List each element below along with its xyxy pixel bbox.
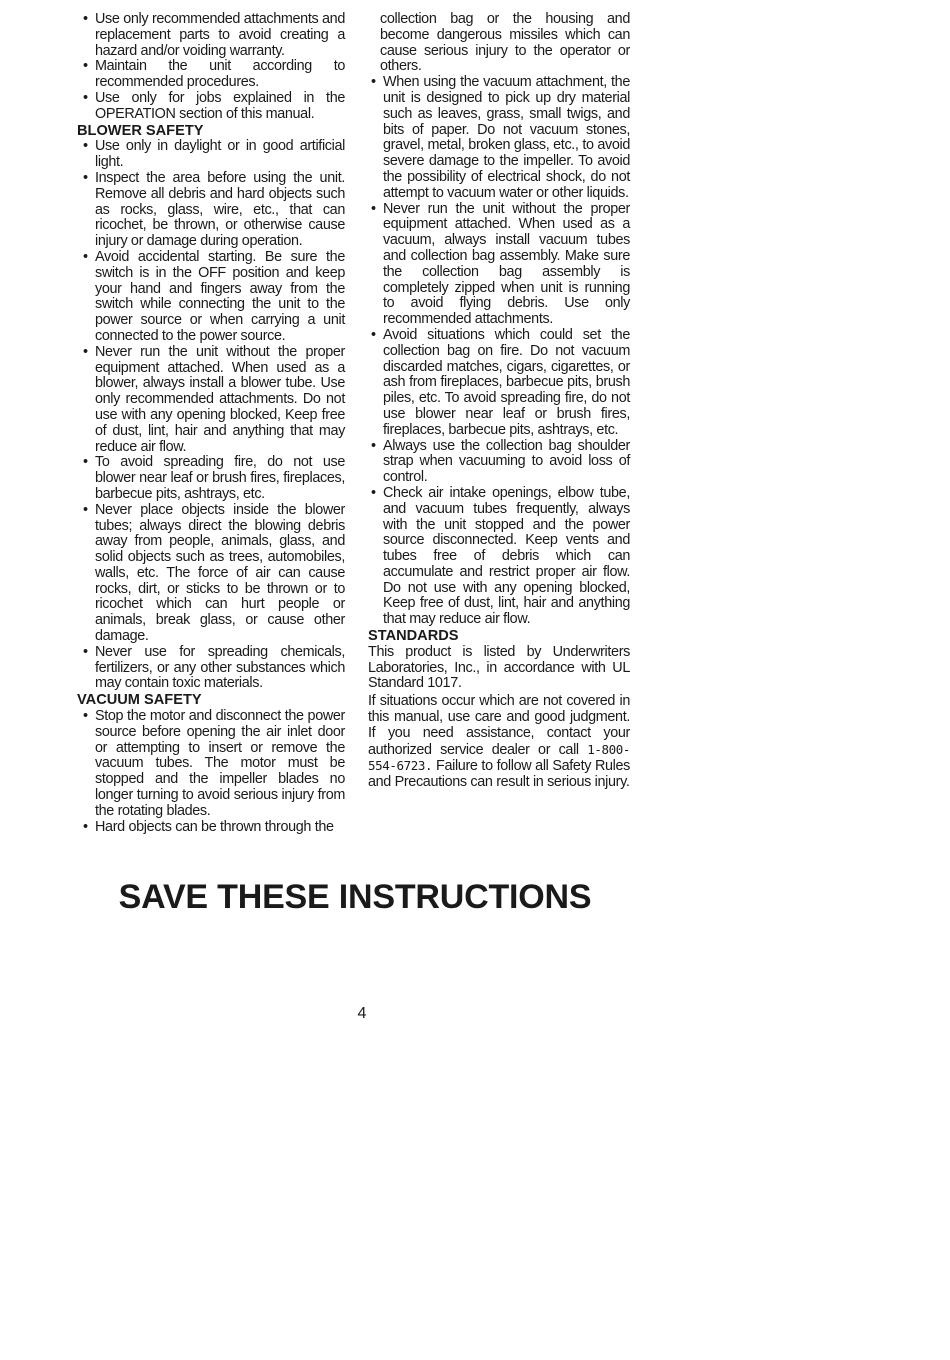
list-item: • Inspect the area before using the unit. Remove all debris and hard objects such as rocks, glass, wire, etc., that can ricochet, be thrown, or otherwise cause injury or damage during operation. — [80, 171, 345, 250]
intro-bullet-list — [80, 12, 345, 123]
list-item: • Check air intake openings, elbow tube, and vacuum tubes frequently, always with the unit stopped and the power source disconnected. Keep vents and tubes free of debris which can accumulate and restrict proper air flow. Do not use with any opening blocked, Keep free of dust, lint, hair and anything that may reduce air flow. — [368, 486, 630, 628]
blower-safety-heading: BLOWER SAFETY — [77, 122, 204, 139]
page-number: 4 — [357, 1005, 367, 1022]
list-item: • Stop the motor and disconnect the power source before opening the air inlet door or attempting to insert or remove the vacuum tubes. The motor must be stopped and the impeller blades no longer turning to avoid serious injury from the rotating blades. — [80, 709, 345, 820]
list-item: • To avoid spreading fire, do not use blower near leaf or brush fires, fireplaces, barbecue pits, ashtrays, etc. — [80, 455, 345, 502]
standards-heading: STANDARDS — [368, 628, 459, 645]
list-item: • Never use for spreading chemicals, fertilizers, or any other substances which may contain toxic materials. — [80, 645, 345, 692]
list-item: • Never run the unit without the proper equipment attached. When used as a blower, always install a blower tube. Use only recommended attachments. Do not use with any opening blocked, Keep free of dust, lint, hair and anything that may reduce air flow. — [80, 345, 345, 456]
list-item: • When using the vacuum attachment, the unit is designed to pick up dry material such as leaves, grass, small twigs, and bits of paper. Do not vacuum stones, gravel, metal, broken glass, etc., to avoid severe damage to the impeller. To avoid the possibility of electrical shock, do not attempt to vacuum water or other liquids. — [368, 75, 630, 201]
left-column — [77, 11, 345, 835]
list-item: • Never place objects inside the blower tubes; always direct the blowing debris away from people, animals, glass, and solid objects such as trees, automobiles, walls, etc. The force of air can cause rocks, dirt, or sticks to be thrown or to ricochet which can hurt people or animals, break glass, or cause other damage. — [80, 503, 345, 645]
assistance-text-end: Failure to follow all Safety Rules and Precautions can result in serious injury. — [368, 758, 630, 791]
blower-bullet-list — [80, 139, 345, 692]
assistance-paragraph — [368, 694, 630, 791]
standards-paragraph: This product is listed by Underwriters Laboratories, Inc., in accordance with UL Standard 1017. — [368, 643, 630, 692]
vacuum-safety-heading: VACUUM SAFETY — [77, 692, 202, 709]
list-item: • Avoid situations which could set the collection bag on fire. Do not vacuum discarded matches, cigars, cigarettes, or ash from fireplaces, barbecue pits, brush piles, etc. To avoid spreading fire, do not use blower near leaf or brush fires, fireplaces, barbecue pits, ashtrays, etc. — [368, 328, 630, 439]
list-item: • Avoid accidental starting. Be sure the switch is in the OFF position and keep your hand and fingers away from the switch while connecting the unit to the power source or when carrying a unit connected to the power source. — [80, 250, 345, 345]
list-item: • Always use the collection bag shoulder strap when vacuuming to avoid loss of control. — [368, 439, 630, 486]
list-item: • Hard objects can be thrown through the — [80, 820, 345, 836]
phone-number: 1-800-554-6723. — [368, 741, 630, 774]
list-item: • Use only in daylight or in good artificial light. — [80, 139, 345, 171]
list-item: • Never run the unit without the proper equipment attached. When used as a vacuum, always install vacuum tubes and collection bag assembly. Make sure the collection bag assembly is completely zipped when unit is running to avoid flying debris. Use only recommended attachments. — [368, 202, 630, 328]
vacuum-bullet-list — [80, 709, 345, 835]
continued-text: collection bag or the housing and become dangerous missiles which can cause serious injury to the operator or others. — [380, 11, 630, 75]
list-item: • Maintain the unit according to recommended procedures. — [80, 59, 345, 91]
assistance-text: If situations occur which are not covered in this manual, use care and good judgment. If you need assistance, contact your authorized service dealer or call — [368, 693, 630, 758]
vacuum-bullet-list-continued — [368, 75, 630, 628]
save-instructions-heading: SAVE THESE INSTRUCTIONS — [118, 878, 592, 916]
list-item: • Use only recommended attachments and replacement parts to avoid creating a hazard and/or voiding warranty. — [80, 12, 345, 59]
list-item: • Use only for jobs explained in the OPERATION section of this manual. — [80, 91, 345, 123]
right-column — [368, 12, 630, 793]
